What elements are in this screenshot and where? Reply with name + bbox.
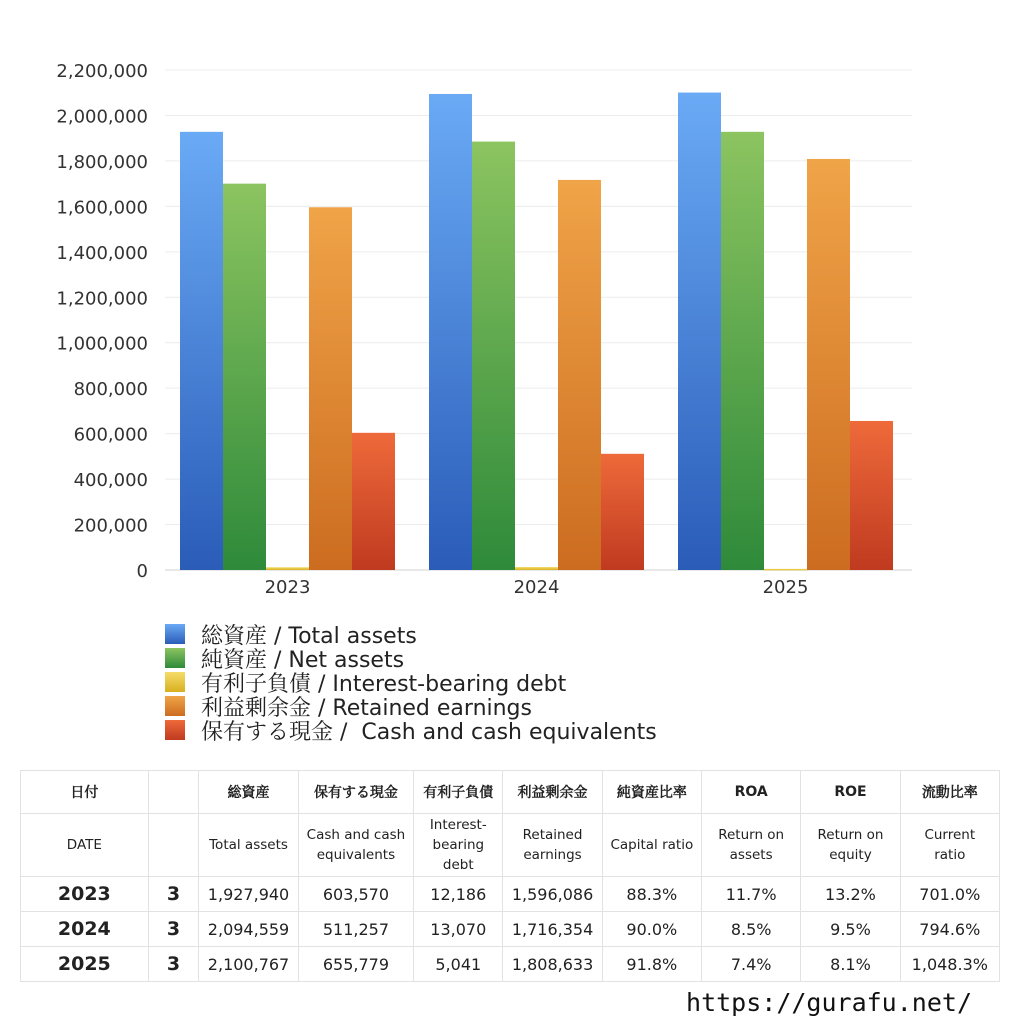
- table-cell: 7.4%: [702, 947, 801, 982]
- y-tick-label: 200,000: [73, 515, 148, 537]
- table-cell: 11.7%: [702, 877, 801, 912]
- table-cell: Return on assets: [702, 814, 801, 877]
- legend-swatch: [165, 624, 185, 644]
- y-tick-label: 800,000: [73, 379, 148, 401]
- bar-total-assets-2025: [678, 93, 721, 570]
- y-tick-label: 0: [136, 561, 148, 582]
- table-cell: 3: [148, 947, 199, 982]
- table-cell: 2,100,767: [199, 947, 298, 982]
- table-cell: 794.6%: [900, 912, 999, 947]
- y-tick-label: 400,000: [73, 470, 148, 492]
- bar-retained-2025: [807, 159, 850, 570]
- table-cell: 12,186: [414, 877, 503, 912]
- table-cell: 655,779: [298, 947, 414, 982]
- table-cell: 1,808,633: [503, 947, 602, 982]
- y-axis-ticks: [56, 61, 148, 582]
- legend-swatch: [165, 648, 185, 668]
- table-cell: 5,041: [414, 947, 503, 982]
- table-cell: 1,048.3%: [900, 947, 999, 982]
- bar-retained-2024: [558, 180, 601, 570]
- table-cell: 3: [148, 877, 199, 912]
- x-tick-label: 2023: [264, 577, 311, 598]
- legend-swatch: [165, 720, 185, 740]
- bar-net-assets-2024: [472, 142, 515, 570]
- bar-interest-debt-2025: [764, 569, 807, 571]
- table-cell: 8.1%: [801, 947, 900, 982]
- table-cell: 日付: [21, 771, 149, 814]
- table-row: [21, 947, 1000, 982]
- legend-swatch: [165, 696, 185, 716]
- site-url[interactable]: https://gurafu.net/: [686, 988, 972, 1017]
- table-row: [21, 877, 1000, 912]
- table-cell: 有利子負債: [414, 771, 503, 814]
- table-cell: 88.3%: [602, 877, 701, 912]
- x-tick-label: 2025: [762, 577, 809, 598]
- table-cell: 3: [148, 912, 199, 947]
- table-cell: 2024: [21, 912, 149, 947]
- legend-swatch: [165, 672, 185, 692]
- legend-label: 総資産 / Total assets: [201, 623, 417, 649]
- y-tick-label: 2,000,000: [56, 106, 148, 128]
- table-cell: ROE: [801, 771, 900, 814]
- y-tick-label: 1,600,000: [56, 197, 148, 219]
- table-cell: 1,596,086: [503, 877, 602, 912]
- bar-total-assets-2024: [429, 94, 472, 570]
- table-cell: 13,070: [414, 912, 503, 947]
- legend-label: 保有する現金 / Cash and cash equivalents: [201, 719, 657, 745]
- table-header-en: [21, 814, 1000, 877]
- legend-item-cash: [165, 718, 657, 745]
- bar-total-assets-2023: [180, 132, 223, 570]
- table-cell: DATE: [21, 814, 149, 877]
- y-tick-label: 1,000,000: [56, 333, 148, 355]
- table-cell: 13.2%: [801, 877, 900, 912]
- bar-interest-debt-2024: [515, 567, 558, 570]
- table-cell: ROA: [702, 771, 801, 814]
- table-cell: 保有する現金: [298, 771, 414, 814]
- y-tick-label: 1,400,000: [56, 242, 148, 264]
- bar-net-assets-2023: [223, 184, 266, 570]
- table-cell: Interest- bearing debt: [414, 814, 503, 877]
- y-tick-label: 2,200,000: [56, 61, 148, 82]
- bar-retained-2023: [309, 207, 352, 570]
- table-cell: 2025: [21, 947, 149, 982]
- legend-label: 純資産 / Net assets: [201, 647, 405, 673]
- table-cell: Cash and cash equivalents: [298, 814, 414, 877]
- table-row: [21, 912, 1000, 947]
- bar-cash-2024: [601, 454, 644, 570]
- bar-net-assets-2025: [721, 132, 764, 570]
- bar-cash-2023: [352, 433, 395, 570]
- y-tick-label: 600,000: [73, 424, 148, 446]
- table-cell: 総資産: [199, 771, 298, 814]
- table-cell: Total assets: [199, 814, 298, 877]
- table-cell: 1,716,354: [503, 912, 602, 947]
- table-cell: 91.8%: [602, 947, 701, 982]
- table-cell: Return on equity: [801, 814, 900, 877]
- table-cell: 2023: [21, 877, 149, 912]
- bar-interest-debt-2023: [266, 567, 309, 570]
- chart-grid: [165, 70, 912, 570]
- table-cell: 純資産比率: [602, 771, 701, 814]
- legend-label: 有利子負債 / Interest-bearing debt: [201, 671, 567, 697]
- y-tick-label: 1,800,000: [56, 151, 148, 173]
- financial-data-table: [20, 770, 1000, 982]
- table-cell: 511,257: [298, 912, 414, 947]
- x-axis-ticks: [265, 577, 809, 598]
- chart-legend: [165, 622, 657, 745]
- bar-cash-2025: [850, 421, 893, 570]
- table-cell: [148, 771, 199, 814]
- table-cell: 8.5%: [702, 912, 801, 947]
- y-tick-label: 1,200,000: [56, 288, 148, 310]
- table-cell: 1,927,940: [199, 877, 298, 912]
- table-cell: 流動比率: [900, 771, 999, 814]
- table-cell: Capital ratio: [602, 814, 701, 877]
- table-header-jp: [21, 771, 1000, 814]
- chart-bars: [180, 93, 893, 571]
- table-cell: 利益剰余金: [503, 771, 602, 814]
- table-cell: Retained earnings: [503, 814, 602, 877]
- table-cell: 90.0%: [602, 912, 701, 947]
- legend-label: 利益剰余金 / Retained earnings: [201, 695, 532, 721]
- table-cell: 603,570: [298, 877, 414, 912]
- table-cell: [148, 814, 199, 877]
- x-tick-label: 2024: [513, 577, 560, 598]
- table-cell: 9.5%: [801, 912, 900, 947]
- table-cell: 2,094,559: [199, 912, 298, 947]
- table-cell: Current ratio: [900, 814, 999, 877]
- table-cell: 701.0%: [900, 877, 999, 912]
